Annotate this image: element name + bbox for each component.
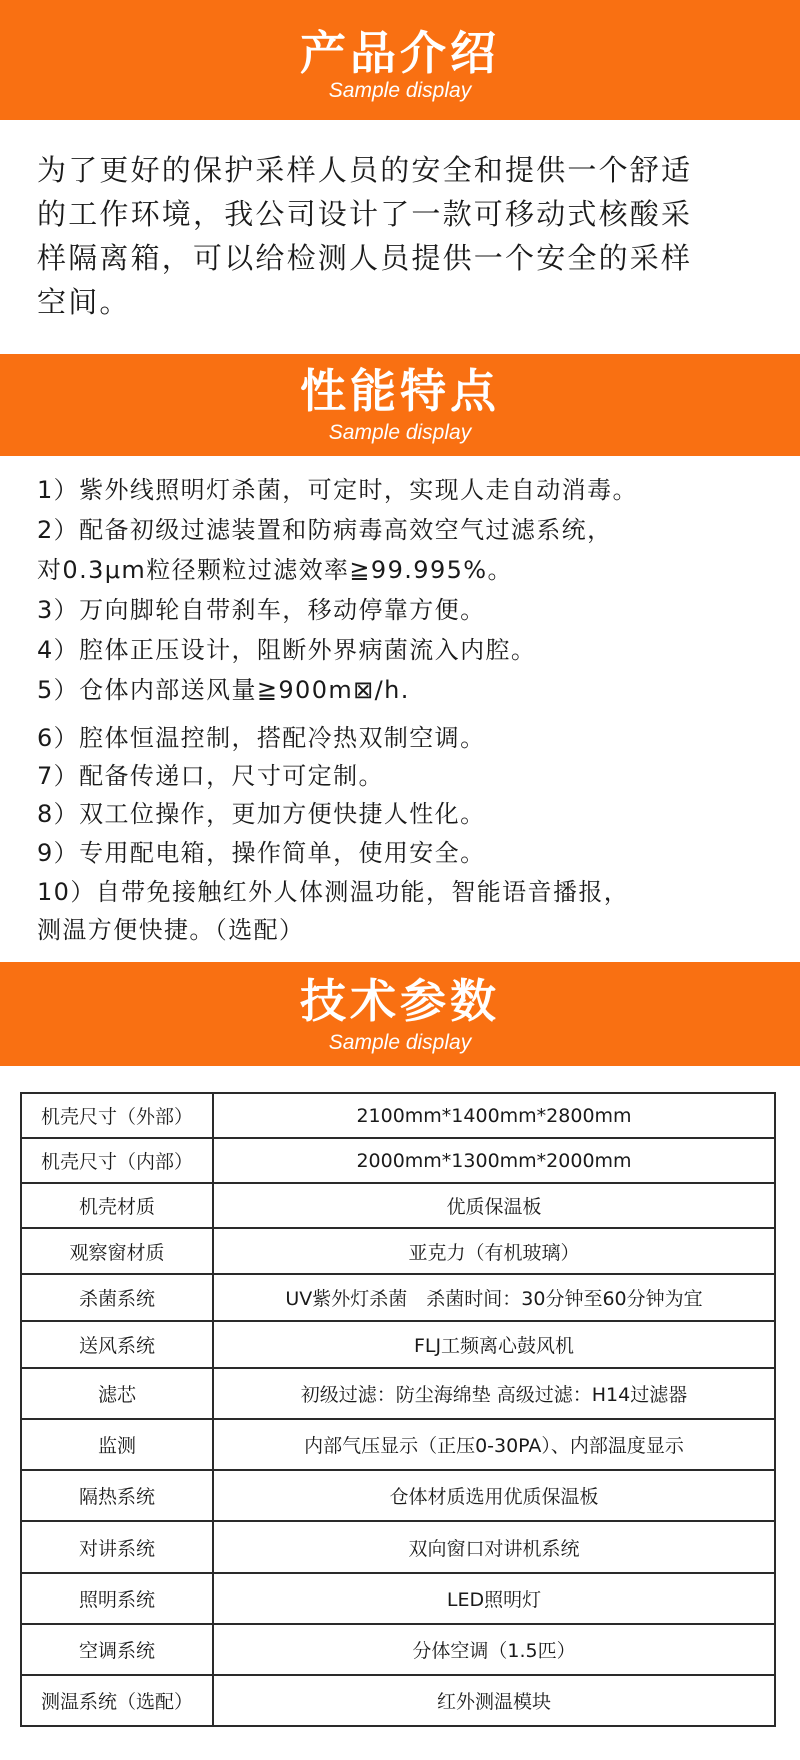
spec-value: 2100mm*1400mm*2800mm	[213, 1093, 775, 1138]
spec-label: 机壳尺寸（内部）	[21, 1138, 213, 1183]
spec-value: 优质保温板	[213, 1183, 775, 1228]
intro-paragraph	[37, 148, 777, 324]
spec-label: 监测	[21, 1419, 213, 1470]
spec-label: 送风系统	[21, 1321, 213, 1368]
table-row	[21, 1138, 775, 1183]
specs-section-subtitle: Sample display	[328, 1031, 472, 1054]
spec-value: FLJ工频离心鼓风机	[213, 1321, 775, 1368]
spec-label: 滤芯	[21, 1368, 213, 1419]
table-row	[21, 1624, 775, 1675]
table-row	[21, 1228, 775, 1274]
feature-line: 2）配备初级过滤装置和防病毒高效空气过滤系统，	[37, 516, 613, 544]
table-row	[21, 1419, 775, 1470]
intro-section-banner	[0, 0, 800, 120]
feature-line: 6）腔体恒温控制，搭配冷热双制空调。	[37, 724, 486, 752]
spec-label: 观察窗材质	[21, 1228, 213, 1274]
table-row	[21, 1093, 775, 1138]
intro-section-subtitle: Sample display	[328, 79, 472, 102]
table-row	[21, 1321, 775, 1368]
spec-value: 2000mm*1300mm*2000mm	[213, 1138, 775, 1183]
spec-value: LED照明灯	[213, 1573, 775, 1624]
intro-line: 为了更好的保护采样人员的安全和提供一个舒适	[37, 153, 693, 187]
spec-value: 亚克力（有机玻璃）	[213, 1228, 775, 1274]
table-row	[21, 1521, 775, 1573]
table-row	[21, 1183, 775, 1228]
feature-line: 对0.3μm粒径颗粒过滤效率≧99.995%。	[37, 556, 513, 584]
spec-label: 机壳尺寸（外部）	[21, 1093, 213, 1138]
feature-line: 3）万向脚轮自带刹车，移动停靠方便。	[37, 596, 486, 624]
feature-line: 1）紫外线照明灯杀菌，可定时，实现人走自动消毒。	[37, 476, 638, 504]
spec-value: 分体空调（1.5匹）	[213, 1624, 775, 1675]
spec-value: 仓体材质选用优质保温板	[213, 1470, 775, 1521]
feature-line: 5）仓体内部送风量≧900m⊠/h.	[37, 676, 410, 704]
specs-table	[20, 1092, 776, 1727]
intro-line: 空间。	[37, 285, 131, 319]
spec-label: 隔热系统	[21, 1470, 213, 1521]
spec-label: 测温系统（选配）	[21, 1675, 213, 1726]
features-section-banner	[0, 354, 800, 456]
spec-label: 杀菌系统	[21, 1274, 213, 1321]
feature-line: 9）专用配电箱，操作简单，使用安全。	[37, 839, 486, 867]
spec-label: 照明系统	[21, 1573, 213, 1624]
specs-section-title: 技术参数	[300, 974, 500, 1028]
spec-value: UV紫外灯杀菌 杀菌时间：30分钟至60分钟为宜	[213, 1274, 775, 1321]
features-section-title: 性能特点	[300, 364, 500, 418]
spec-value: 红外测温模块	[213, 1675, 775, 1726]
table-row	[21, 1573, 775, 1624]
spec-value: 初级过滤：防尘海绵垫 高级过滤：H14过滤器	[213, 1368, 775, 1419]
table-row	[21, 1368, 775, 1419]
table-row	[21, 1274, 775, 1321]
spec-label: 空调系统	[21, 1624, 213, 1675]
features-section-subtitle: Sample display	[328, 421, 472, 444]
intro-line: 的工作环境，我公司设计了一款可移动式核酸采	[37, 197, 693, 231]
table-row	[21, 1675, 775, 1726]
feature-line: 8）双工位操作，更加方便快捷人性化。	[37, 800, 486, 828]
spec-label: 机壳材质	[21, 1183, 213, 1228]
intro-section-title: 产品介绍	[300, 26, 500, 80]
spec-label: 对讲系统	[21, 1521, 213, 1573]
spec-value: 内部气压显示（正压0-30PA）、内部温度显示	[213, 1419, 775, 1470]
intro-line: 样隔离箱，可以给检测人员提供一个安全的采样	[37, 241, 693, 275]
specs-section-banner	[0, 962, 800, 1066]
spec-value: 双向窗口对讲机系统	[213, 1521, 775, 1573]
feature-line: 10）自带免接触红外人体测温功能，智能语音播报，	[37, 878, 630, 906]
feature-line: 4）腔体正压设计，阻断外界病菌流入内腔。	[37, 636, 537, 664]
feature-line: 测温方便快捷。（选配）	[37, 916, 305, 944]
feature-line: 7）配备传递口，尺寸可定制。	[37, 762, 384, 790]
table-row	[21, 1470, 775, 1521]
